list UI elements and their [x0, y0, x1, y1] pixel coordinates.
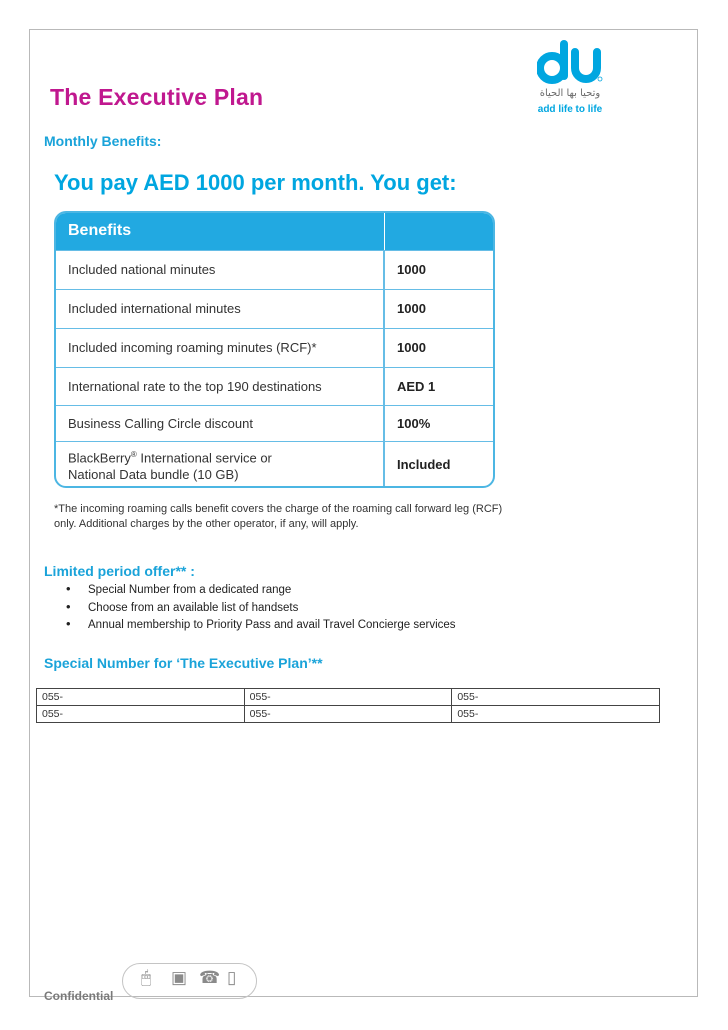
benefit-label [56, 441, 384, 488]
mobile-icon: ▯ [227, 968, 237, 987]
tv-icon: ▣ [171, 968, 188, 987]
list-item-text: Special Number from a dedicated range [88, 584, 292, 596]
special-number-heading: Special Number for ‘The Executive Plan’** [44, 655, 323, 671]
list-item [66, 580, 456, 598]
bullet-icon: • [66, 616, 71, 631]
table-row [37, 706, 660, 723]
benefit-value: 100% [384, 405, 493, 441]
logo-tagline: add life to life [537, 104, 603, 115]
registered-mark: ® [130, 450, 137, 460]
offer-list [66, 580, 456, 633]
number-cell: 055- [37, 706, 245, 723]
list-item-text: Annual membership to Priority Pass and avail Travel Concierge services [88, 619, 456, 631]
roaming-footnote: *The incoming roaming calls benefit covers the charge of the roaming call forward leg (RCF) only. Additional charges by the other operator, if any, will apply. [54, 503, 503, 530]
benefit-value: Included [384, 441, 493, 488]
benefit-value: 1000 [384, 250, 493, 289]
benefit-label-part: International service or [136, 450, 272, 466]
benefit-label: Business Calling Circle discount [56, 405, 384, 441]
benefit-row [56, 328, 493, 367]
benefit-value: AED 1 [384, 367, 493, 405]
number-cell: 055- [244, 689, 452, 706]
benefit-label: Included incoming roaming minutes (RCF)* [56, 328, 384, 367]
plan-title: The Executive Plan [50, 84, 264, 110]
benefits-header: Benefits [56, 213, 384, 250]
footer-icon-strip [122, 963, 257, 999]
limited-offer-heading: Limited period offer** : [44, 563, 195, 579]
benefit-label-part: BlackBerry [68, 450, 131, 466]
bullet-icon: • [66, 598, 71, 614]
benefit-value: 1000 [384, 289, 493, 328]
phone-icon: ☎ [199, 968, 221, 987]
table-row [37, 689, 660, 706]
benefit-label: Included international minutes [56, 289, 384, 328]
benefit-row [56, 367, 493, 405]
benefits-table [56, 213, 493, 488]
pay-headline: You pay AED 1000 per month. You get: [54, 170, 457, 195]
number-cell: 055- [37, 689, 245, 706]
du-logo [530, 38, 610, 120]
bullet-icon: • [66, 581, 71, 596]
mouse-icon: 🖱 [141, 968, 152, 987]
special-number-table [36, 688, 660, 723]
list-item-text: Choose from an available list of handsets [88, 601, 299, 614]
benefits-header-value [384, 213, 493, 250]
number-cell: 055- [244, 706, 452, 723]
number-cell: 055- [452, 689, 660, 706]
benefits-card [54, 211, 495, 488]
benefit-label: International rate to the top 190 destinations [56, 367, 384, 405]
list-item [66, 615, 456, 633]
benefit-label: Included national minutes [56, 250, 384, 289]
benefit-row [56, 289, 493, 328]
confidential-label: Confidential [44, 989, 114, 1003]
logo-tagline-arabic: وتحيا بها الحياة [539, 88, 601, 99]
benefit-row [56, 250, 493, 289]
monthly-benefits-heading: Monthly Benefits: [44, 133, 162, 149]
list-item [66, 598, 456, 616]
number-cell: 055- [452, 706, 660, 723]
benefit-label-line2: National Data bundle (10 GB) [68, 467, 239, 483]
benefit-value: 1000 [384, 328, 493, 367]
benefit-row [56, 441, 493, 488]
benefit-row [56, 405, 493, 441]
